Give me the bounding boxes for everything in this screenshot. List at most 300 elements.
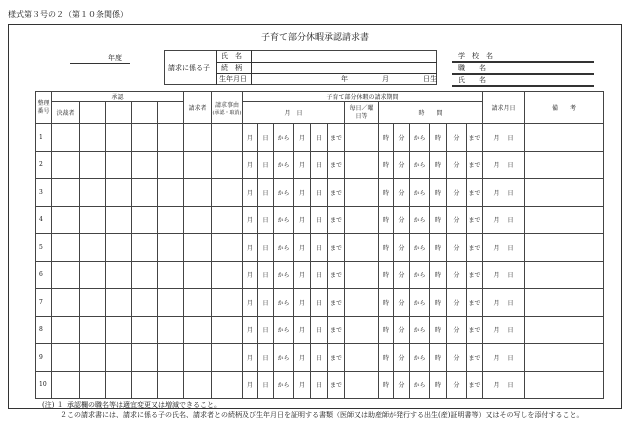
- remarks-cell[interactable]: [525, 344, 604, 372]
- to-month: 月: [294, 289, 311, 317]
- form-title: 子育て部分休暇承認請求書: [260, 33, 369, 43]
- from-hour: 時: [379, 206, 394, 234]
- from-month: 月: [243, 151, 258, 179]
- from-month: 月: [243, 261, 258, 289]
- to-day: 日: [311, 124, 328, 152]
- note-mark-2: ２: [60, 411, 67, 419]
- approval-cell[interactable]: [80, 316, 106, 344]
- remarks-cell[interactable]: [525, 234, 604, 262]
- approval-cell[interactable]: [80, 179, 106, 207]
- reason-cell[interactable]: [212, 289, 243, 317]
- row-number: 1: [36, 124, 52, 152]
- request-date-cell: [483, 261, 525, 289]
- request-month-unit: 月: [493, 162, 500, 170]
- from-month: 月: [243, 234, 258, 262]
- to-month: 月: [294, 206, 311, 234]
- school-name-label: 学 校 名: [458, 52, 493, 60]
- weekday-header: 毎日／曜日等: [345, 102, 379, 124]
- to-day: 日: [311, 234, 328, 262]
- period-header: 子育て部分休暇の請求期間: [243, 92, 483, 102]
- child-relationship-label: 続 柄: [221, 64, 242, 72]
- from-minute: 分: [394, 151, 410, 179]
- reason-cell[interactable]: [212, 371, 243, 399]
- time-from-label: から: [410, 344, 430, 372]
- date-header: 月 日: [243, 102, 345, 124]
- approval-col-3: [106, 102, 132, 124]
- row-number: 9: [36, 344, 52, 372]
- approval-cell[interactable]: [106, 124, 132, 152]
- time-to-label: まで: [467, 206, 483, 234]
- request-month-unit: 月: [493, 382, 500, 390]
- to-day: 日: [311, 261, 328, 289]
- time-from-label: から: [410, 289, 430, 317]
- to-minute: 分: [447, 289, 467, 317]
- time-from-label: から: [410, 261, 430, 289]
- from-month: 月: [243, 179, 258, 207]
- time-from-label: から: [410, 234, 430, 262]
- from-hour: 時: [379, 316, 394, 344]
- from-hour: 時: [379, 151, 394, 179]
- to-hour: 時: [430, 179, 447, 207]
- to-hour: 時: [430, 151, 447, 179]
- approval-cell[interactable]: [106, 371, 132, 399]
- approval-cell[interactable]: [106, 179, 132, 207]
- remarks-cell[interactable]: [525, 206, 604, 234]
- request-row: [36, 234, 604, 262]
- decider-cell[interactable]: [52, 261, 80, 289]
- from-month: 月: [243, 289, 258, 317]
- to-hour: 時: [430, 261, 447, 289]
- number-header: 整理番号: [36, 92, 52, 124]
- weekday-cell[interactable]: [345, 124, 379, 152]
- approval-cell[interactable]: [80, 234, 106, 262]
- time-to-label: まで: [467, 289, 483, 317]
- time-to-label: まで: [467, 371, 483, 399]
- row-number: 5: [36, 234, 52, 262]
- approval-cell[interactable]: [106, 261, 132, 289]
- note-1: 承認欄の職名等は適宜変更又は増減できること。: [67, 401, 221, 409]
- applicant-name-label: 氏 名: [458, 76, 486, 84]
- note-2: この請求書には、請求に係る子の氏名、請求者との続柄及び生年月日を証明する書類（医師又は助産師が発行する出生(産)証明書等）又はその写しを添付すること。: [67, 411, 584, 419]
- request-day-unit: 日: [507, 244, 514, 252]
- approval-cell[interactable]: [158, 261, 184, 289]
- time-to-label: まで: [467, 234, 483, 262]
- to-day: 日: [311, 179, 328, 207]
- time-to-label: まで: [467, 151, 483, 179]
- request-date-header: 請求月日: [483, 92, 525, 124]
- time-to-label: まで: [467, 344, 483, 372]
- from-month: 月: [243, 124, 258, 152]
- requester-cell[interactable]: [184, 151, 212, 179]
- approval-cell[interactable]: [80, 206, 106, 234]
- from-minute: 分: [394, 316, 410, 344]
- request-date-cell: [483, 124, 525, 152]
- weekday-cell[interactable]: [345, 261, 379, 289]
- from-hour: 時: [379, 344, 394, 372]
- from-hour: 時: [379, 261, 394, 289]
- request-month-unit: 月: [493, 327, 500, 335]
- to-day: 日: [311, 344, 328, 372]
- row-number: 2: [36, 151, 52, 179]
- to-label: まで: [328, 344, 345, 372]
- to-month: 月: [294, 151, 311, 179]
- requester-cell[interactable]: [184, 289, 212, 317]
- from-label: から: [274, 234, 294, 262]
- requester-cell[interactable]: [184, 206, 212, 234]
- request-day-unit: 日: [507, 189, 514, 197]
- weekday-cell[interactable]: [345, 206, 379, 234]
- to-minute: 分: [447, 179, 467, 207]
- request-date-cell: [483, 289, 525, 317]
- to-day: 日: [311, 151, 328, 179]
- requester-cell[interactable]: [184, 316, 212, 344]
- approval-col-4: [132, 102, 158, 124]
- to-minute: 分: [447, 151, 467, 179]
- applicant-name-underline[interactable]: [452, 85, 594, 87]
- approval-col-5: [158, 102, 184, 124]
- request-rows: [36, 124, 604, 399]
- to-label: まで: [328, 289, 345, 317]
- to-hour: 時: [430, 124, 447, 152]
- to-day: 日: [311, 316, 328, 344]
- request-month-unit: 月: [493, 134, 500, 142]
- approval-cell[interactable]: [132, 261, 158, 289]
- from-minute: 分: [394, 261, 410, 289]
- remarks-cell[interactable]: [525, 151, 604, 179]
- child-field-divider: [251, 50, 252, 85]
- approval-cell[interactable]: [158, 206, 184, 234]
- from-hour: 時: [379, 234, 394, 262]
- weekday-cell[interactable]: [345, 289, 379, 317]
- request-month-unit: 月: [493, 299, 500, 307]
- decider-cell[interactable]: [52, 206, 80, 234]
- decider-cell[interactable]: [52, 371, 80, 399]
- to-hour: 時: [430, 344, 447, 372]
- remarks-cell[interactable]: [525, 261, 604, 289]
- from-day: 日: [258, 289, 274, 317]
- from-minute: 分: [394, 206, 410, 234]
- to-month: 月: [294, 234, 311, 262]
- reason-cell[interactable]: [212, 261, 243, 289]
- from-hour: 時: [379, 124, 394, 152]
- request-row: [36, 206, 604, 234]
- to-minute: 分: [447, 371, 467, 399]
- from-month: 月: [243, 206, 258, 234]
- request-month-unit: 月: [493, 354, 500, 362]
- approval-cell[interactable]: [80, 371, 106, 399]
- time-from-label: から: [410, 179, 430, 207]
- approval-cell[interactable]: [106, 344, 132, 372]
- approval-cell[interactable]: [158, 234, 184, 262]
- approval-cell[interactable]: [80, 261, 106, 289]
- decider-cell[interactable]: [52, 316, 80, 344]
- from-minute: 分: [394, 124, 410, 152]
- row-number: 6: [36, 261, 52, 289]
- approval-cell[interactable]: [132, 316, 158, 344]
- time-to-label: まで: [467, 179, 483, 207]
- decider-cell[interactable]: [52, 179, 80, 207]
- remarks-cell[interactable]: [525, 316, 604, 344]
- from-day: 日: [258, 344, 274, 372]
- request-date-cell: [483, 179, 525, 207]
- time-to-label: まで: [467, 124, 483, 152]
- birth-day-unit: 日生: [423, 75, 437, 83]
- to-minute: 分: [447, 316, 467, 344]
- reason-header: 請求事由 (承認・取消): [212, 92, 243, 124]
- from-month: 月: [243, 371, 258, 399]
- request-row: [36, 316, 604, 344]
- requester-cell[interactable]: [184, 261, 212, 289]
- header-row-1: [36, 92, 604, 102]
- decider-cell[interactable]: [52, 234, 80, 262]
- time-from-label: から: [410, 316, 430, 344]
- from-minute: 分: [394, 371, 410, 399]
- request-row: [36, 261, 604, 289]
- approval-cell[interactable]: [132, 234, 158, 262]
- requester-cell[interactable]: [184, 234, 212, 262]
- from-label: から: [274, 206, 294, 234]
- approval-col-2: [80, 102, 106, 124]
- to-label: まで: [328, 206, 345, 234]
- from-label: から: [274, 179, 294, 207]
- form-number: 様式第３号の２（第１０条関係）: [8, 10, 128, 19]
- fiscal-year-underline: [70, 63, 130, 64]
- request-month-unit: 月: [493, 217, 500, 225]
- to-hour: 時: [430, 206, 447, 234]
- time-from-label: から: [410, 206, 430, 234]
- row-number: 4: [36, 206, 52, 234]
- approval-cell[interactable]: [132, 371, 158, 399]
- approval-cell[interactable]: [158, 344, 184, 372]
- from-label: から: [274, 124, 294, 152]
- row-number: 7: [36, 289, 52, 317]
- row-number: 3: [36, 179, 52, 207]
- row-number: 8: [36, 316, 52, 344]
- weekday-cell[interactable]: [345, 234, 379, 262]
- approval-cell[interactable]: [158, 124, 184, 152]
- to-month: 月: [294, 261, 311, 289]
- to-label: まで: [328, 151, 345, 179]
- from-label: から: [274, 316, 294, 344]
- to-label: まで: [328, 371, 345, 399]
- from-day: 日: [258, 124, 274, 152]
- time-header: 時 間: [379, 102, 483, 124]
- request-day-unit: 日: [507, 272, 514, 280]
- position-label: 職 名: [458, 64, 486, 72]
- weekday-cell[interactable]: [345, 371, 379, 399]
- request-row: [36, 124, 604, 152]
- request-day-unit: 日: [507, 354, 514, 362]
- to-month: 月: [294, 371, 311, 399]
- request-date-cell: [483, 234, 525, 262]
- child-label-divider: [216, 50, 217, 85]
- decider-header: 決裁者: [52, 102, 80, 124]
- child-row-line-2: [216, 73, 437, 74]
- remarks-cell[interactable]: [525, 289, 604, 317]
- to-label: まで: [328, 234, 345, 262]
- to-day: 日: [311, 289, 328, 317]
- reason-cell[interactable]: [212, 234, 243, 262]
- remarks-header: 備 考: [525, 92, 604, 124]
- request-date-cell: [483, 206, 525, 234]
- birth-month-unit: 月: [382, 75, 389, 83]
- from-minute: 分: [394, 234, 410, 262]
- to-minute: 分: [447, 124, 467, 152]
- weekday-cell[interactable]: [345, 179, 379, 207]
- time-from-label: から: [410, 371, 430, 399]
- approval-cell[interactable]: [80, 124, 106, 152]
- to-day: 日: [311, 206, 328, 234]
- request-row: [36, 344, 604, 372]
- approval-cell[interactable]: [106, 151, 132, 179]
- weekday-cell[interactable]: [345, 316, 379, 344]
- to-day: 日: [311, 371, 328, 399]
- to-hour: 時: [430, 234, 447, 262]
- from-day: 日: [258, 206, 274, 234]
- approval-cell[interactable]: [80, 289, 106, 317]
- from-day: 日: [258, 151, 274, 179]
- to-minute: 分: [447, 344, 467, 372]
- reason-cell[interactable]: [212, 151, 243, 179]
- reason-cell[interactable]: [212, 316, 243, 344]
- time-to-label: まで: [467, 261, 483, 289]
- birth-year-unit: 年: [341, 75, 348, 83]
- fiscal-year-label: 年度: [108, 54, 122, 62]
- reason-cell[interactable]: [212, 179, 243, 207]
- request-day-unit: 日: [507, 299, 514, 307]
- approval-cell[interactable]: [80, 344, 106, 372]
- time-from-label: から: [410, 124, 430, 152]
- decider-cell[interactable]: [52, 151, 80, 179]
- remarks-cell[interactable]: [525, 124, 604, 152]
- to-minute: 分: [447, 234, 467, 262]
- to-month: 月: [294, 179, 311, 207]
- request-row: [36, 371, 604, 399]
- to-hour: 時: [430, 289, 447, 317]
- from-hour: 時: [379, 289, 394, 317]
- school-name-underline[interactable]: [452, 61, 594, 63]
- to-label: まで: [328, 261, 345, 289]
- reason-cell[interactable]: [212, 344, 243, 372]
- remarks-cell[interactable]: [525, 179, 604, 207]
- from-label: から: [274, 261, 294, 289]
- request-day-unit: 日: [507, 217, 514, 225]
- from-label: から: [274, 371, 294, 399]
- to-minute: 分: [447, 206, 467, 234]
- position-underline[interactable]: [452, 73, 594, 75]
- request-row: [36, 179, 604, 207]
- from-month: 月: [243, 344, 258, 372]
- approval-cell[interactable]: [158, 289, 184, 317]
- to-month: 月: [294, 316, 311, 344]
- child-name-label: 氏 名: [221, 52, 242, 60]
- decider-cell[interactable]: [52, 344, 80, 372]
- approval-cell[interactable]: [132, 179, 158, 207]
- from-minute: 分: [394, 289, 410, 317]
- request-row: [36, 151, 604, 179]
- to-label: まで: [328, 316, 345, 344]
- requester-cell[interactable]: [184, 124, 212, 152]
- approval-cell[interactable]: [106, 289, 132, 317]
- decider-cell[interactable]: [52, 124, 80, 152]
- request-date-cell: [483, 344, 525, 372]
- request-month-unit: 月: [493, 189, 500, 197]
- from-month: 月: [243, 316, 258, 344]
- approval-header: 承認: [52, 92, 184, 102]
- time-to-label: まで: [467, 316, 483, 344]
- to-hour: 時: [430, 316, 447, 344]
- request-date-cell: [483, 316, 525, 344]
- to-month: 月: [294, 124, 311, 152]
- row-number: 10: [36, 371, 52, 399]
- approval-cell[interactable]: [132, 206, 158, 234]
- from-label: から: [274, 151, 294, 179]
- request-day-unit: 日: [507, 382, 514, 390]
- approval-cell[interactable]: [158, 371, 184, 399]
- approval-cell[interactable]: [132, 151, 158, 179]
- requester-cell[interactable]: [184, 179, 212, 207]
- approval-cell[interactable]: [132, 124, 158, 152]
- from-day: 日: [258, 234, 274, 262]
- decider-cell[interactable]: [52, 289, 80, 317]
- requester-cell[interactable]: [184, 344, 212, 372]
- approval-cell[interactable]: [80, 151, 106, 179]
- from-hour: 時: [379, 371, 394, 399]
- from-day: 日: [258, 179, 274, 207]
- child-section-label: 請求に係る子: [168, 64, 210, 72]
- approval-cell[interactable]: [158, 316, 184, 344]
- to-month: 月: [294, 344, 311, 372]
- approval-cell[interactable]: [106, 234, 132, 262]
- reason-cell[interactable]: [212, 206, 243, 234]
- approval-cell[interactable]: [132, 289, 158, 317]
- approval-cell[interactable]: [106, 206, 132, 234]
- approval-cell[interactable]: [158, 151, 184, 179]
- request-row: [36, 289, 604, 317]
- to-label: まで: [328, 124, 345, 152]
- approval-cell[interactable]: [106, 316, 132, 344]
- from-label: から: [274, 344, 294, 372]
- from-day: 日: [258, 316, 274, 344]
- request-day-unit: 日: [507, 162, 514, 170]
- request-date-cell: [483, 151, 525, 179]
- request-day-unit: 日: [507, 134, 514, 142]
- request-day-unit: 日: [507, 327, 514, 335]
- request-date-cell: [483, 371, 525, 399]
- to-minute: 分: [447, 261, 467, 289]
- to-hour: 時: [430, 371, 447, 399]
- weekday-cell[interactable]: [345, 344, 379, 372]
- from-minute: 分: [394, 344, 410, 372]
- weekday-cell[interactable]: [345, 151, 379, 179]
- request-table: [35, 91, 604, 399]
- from-day: 日: [258, 371, 274, 399]
- requester-cell[interactable]: [184, 371, 212, 399]
- from-day: 日: [258, 261, 274, 289]
- child-birthdate-label: 生年月日: [219, 75, 247, 83]
- approval-cell[interactable]: [158, 179, 184, 207]
- from-label: から: [274, 289, 294, 317]
- child-row-line-1: [216, 62, 437, 63]
- time-from-label: から: [410, 151, 430, 179]
- request-month-unit: 月: [493, 244, 500, 252]
- approval-cell[interactable]: [132, 344, 158, 372]
- from-minute: 分: [394, 179, 410, 207]
- to-label: まで: [328, 179, 345, 207]
- remarks-cell[interactable]: [525, 371, 604, 399]
- note-mark-1: (注) １: [42, 401, 64, 409]
- reason-cell[interactable]: [212, 124, 243, 152]
